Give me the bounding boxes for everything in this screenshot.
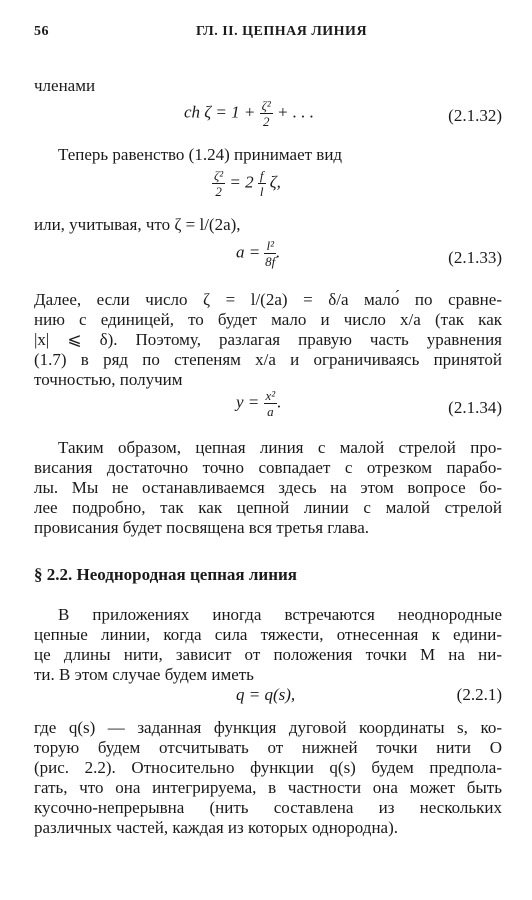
fraction	[212, 168, 225, 199]
paragraph-line: различных частей, каждая из которых однородна).	[34, 818, 399, 837]
fraction	[264, 238, 276, 269]
paragraph-line: (1.7) в ряд по степеням x/a и ограничиваясь принятой	[34, 350, 502, 369]
eq-part: .	[277, 392, 282, 412]
paragraph-line: гать, что она интегрируема, в частности она может быть	[34, 778, 502, 797]
paragraph-line: цепные линии, когда сила тяжести, отнесенная к едини-	[34, 625, 502, 644]
equation-number: (2.1.32)	[448, 106, 502, 125]
eq-part: y =	[236, 392, 264, 412]
fraction	[260, 98, 273, 129]
frac-denominator: l	[259, 184, 264, 199]
fraction	[264, 388, 278, 419]
text-line: Теперь равенство (1.24) принимает вид	[58, 145, 343, 164]
equation-2-1-34	[236, 388, 281, 419]
equation-zeta	[212, 168, 281, 199]
eq-part: a =	[236, 242, 265, 262]
paragraph-line: лы. Мы не останавливаемся здесь на этом вопросе бо-	[34, 478, 502, 497]
equation-number: (2.1.34)	[448, 398, 502, 417]
eq-part: .	[276, 242, 281, 262]
paragraph-line: висания достаточно точно совпадает с отрезком парабо-	[34, 458, 502, 477]
equation-number: (2.1.33)	[448, 248, 502, 267]
paragraph-line: нию с единицей, то будет мало и число x/a (так как	[34, 310, 502, 329]
frac-numerator: f	[259, 168, 264, 183]
section-title: § 2.2. Неоднородная цепная линия	[34, 565, 297, 584]
fraction	[258, 168, 266, 199]
paragraph-line: кусочно-непрерывна (нить составлена из нескольких	[34, 798, 502, 817]
equation-2-2-1: q = q(s),	[236, 685, 296, 704]
frac-numerator: ζ²	[261, 98, 271, 113]
paragraph-line: |x| ⩽ δ). Поэтому, разлагая правую часть уравнения	[34, 330, 502, 349]
paragraph-line: В приложениях иногда встречаются неоднородные	[58, 605, 502, 624]
text-line: членами	[34, 76, 96, 95]
frac-denominator: 2	[262, 114, 270, 129]
frac-denominator: a	[267, 404, 274, 419]
eq-part: ζ,	[265, 172, 281, 192]
paragraph-line: торую будем отсчитывать от нижней точки нити O	[34, 738, 502, 757]
paragraph-line: провисания будет посвящена вся третья глава.	[34, 518, 370, 537]
text-line: или, учитывая, что ζ = l/(2a),	[34, 215, 241, 234]
equation-2-1-33	[236, 238, 280, 269]
frac-numerator: x²	[265, 388, 276, 403]
frac-numerator: l²	[266, 238, 274, 253]
equation-number: (2.2.1)	[456, 685, 502, 704]
paragraph-line: Таким образом, цепная линия с малой стрелой про-	[58, 438, 502, 457]
frac-denominator: 8f	[265, 254, 276, 269]
paragraph-line: це длины нити, зависит от положения точки M на ни-	[34, 645, 502, 664]
frac-denominator: 2	[215, 184, 222, 199]
page-number: 56	[34, 24, 49, 39]
running-title: ГЛ. II. ЦЕПНАЯ ЛИНИЯ	[196, 24, 368, 39]
paragraph-line: лее подробно, так как цепной линии с малой стрелой	[34, 498, 502, 517]
eq-part: + . . .	[272, 102, 315, 122]
paragraph-line: (рис. 2.2). Относительно функции q(s) будем предпола-	[34, 758, 502, 777]
paragraph-line: точностью, получим	[34, 370, 183, 389]
eq-part: = 2	[225, 172, 258, 192]
eq-part: ch ζ = 1 +	[184, 102, 260, 122]
paragraph-line: ти. В этом случае будем иметь	[34, 665, 254, 684]
equation-2-1-32	[184, 98, 314, 129]
frac-numerator: ζ²	[214, 168, 224, 183]
paragraph-line: Далее, если число ζ = l/(2a) = δ/a мало́ по сравне-	[34, 290, 502, 309]
paragraph-line: где q(s) — заданная функция дуговой координаты s, ко-	[34, 718, 502, 737]
